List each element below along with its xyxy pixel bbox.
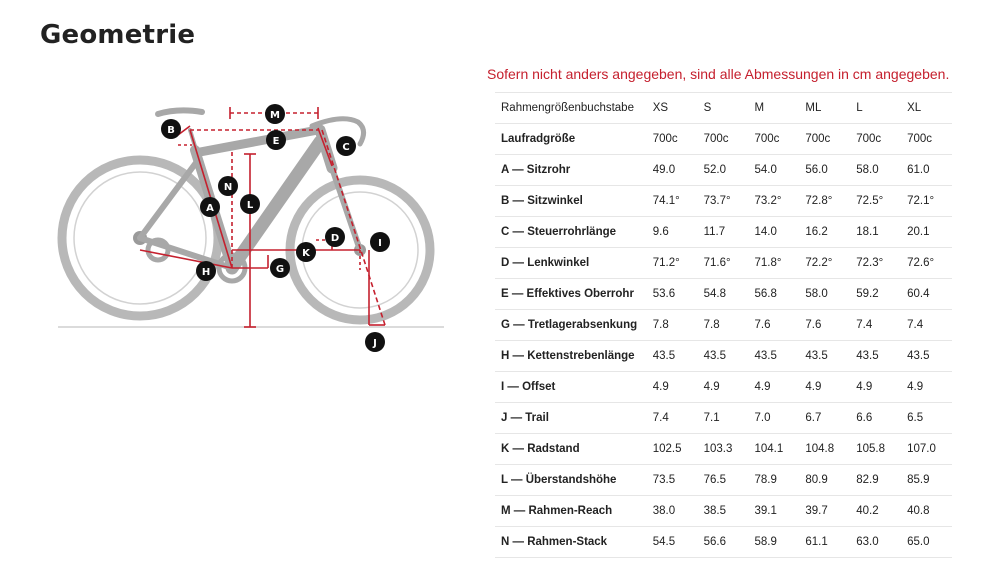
badge-g (270, 258, 290, 278)
table-cell: 4.9 (647, 372, 698, 403)
table-cell: 71.6° (698, 248, 749, 279)
svg-text:I: I (378, 238, 382, 249)
svg-text:A: A (206, 203, 214, 214)
table-cell: 72.1° (901, 186, 952, 217)
table-cell: 4.9 (850, 372, 901, 403)
row-label: D — Lenkwinkel (495, 248, 647, 279)
row-label: C — Steuerrohrlänge (495, 217, 647, 248)
table-row (495, 403, 952, 434)
table-row (495, 279, 952, 310)
svg-text:H: H (201, 267, 211, 278)
svg-text:K: K (302, 248, 310, 259)
table-cell: 104.1 (748, 434, 799, 465)
svg-text:J: J (373, 338, 377, 349)
table-cell: 105.8 (850, 434, 901, 465)
table-cell: 6.5 (901, 403, 952, 434)
size-header: XL (901, 93, 952, 124)
table-row (495, 341, 952, 372)
row-label: H — Kettenstrebenlänge (495, 341, 647, 372)
table-cell: 76.5 (698, 465, 749, 496)
svg-text:D: D (330, 233, 340, 244)
table-cell: 38.5 (698, 496, 749, 527)
svg-text:E: E (272, 136, 280, 147)
table-row (495, 372, 952, 403)
table-cell: 78.9 (748, 465, 799, 496)
table-cell: 54.5 (647, 527, 698, 558)
table-row (495, 186, 952, 217)
badge-m (265, 104, 285, 124)
badge-j (365, 332, 385, 352)
table-cell: 11.7 (698, 217, 749, 248)
table-row (495, 124, 952, 155)
table-cell: 7.6 (748, 310, 799, 341)
size-header: S (698, 93, 749, 124)
row-label: I — Offset (495, 372, 647, 403)
badge-b (161, 119, 181, 139)
table-cell: 80.9 (799, 465, 850, 496)
table-cell: 700c (850, 124, 901, 155)
table-cell: 71.2° (647, 248, 698, 279)
table-cell: 104.8 (799, 434, 850, 465)
row-label: N — Rahmen-Stack (495, 527, 647, 558)
table-cell: 56.6 (698, 527, 749, 558)
row-label: L — Überstandshöhe (495, 465, 647, 496)
table-cell: 73.2° (748, 186, 799, 217)
table-cell: 43.5 (647, 341, 698, 372)
table-cell: 58.0 (799, 279, 850, 310)
badge-a (200, 197, 220, 217)
table-cell: 40.2 (850, 496, 901, 527)
table-cell: 6.7 (799, 403, 850, 434)
table-header-row (495, 93, 952, 124)
table-cell: 43.5 (748, 341, 799, 372)
table-cell: 700c (799, 124, 850, 155)
table-cell: 700c (647, 124, 698, 155)
svg-text:B: B (167, 125, 175, 136)
svg-text:G: G (275, 264, 285, 275)
table-cell: 4.9 (799, 372, 850, 403)
table-cell: 65.0 (901, 527, 952, 558)
badge-n (218, 176, 238, 196)
badge-l (240, 194, 260, 214)
table-cell: 7.0 (748, 403, 799, 434)
table-cell: 58.0 (850, 155, 901, 186)
table-cell: 54.0 (748, 155, 799, 186)
units-note: Sofern nicht anders angegeben, sind alle Abmessungen in cm angegeben. (487, 66, 950, 82)
badge-k (296, 242, 316, 262)
table-row (495, 496, 952, 527)
table-cell: 59.2 (850, 279, 901, 310)
table-cell: 52.0 (698, 155, 749, 186)
size-header: L (850, 93, 901, 124)
table-cell: 43.5 (799, 341, 850, 372)
table-cell: 14.0 (748, 217, 799, 248)
table-cell: 74.1° (647, 186, 698, 217)
row-label: J — Trail (495, 403, 647, 434)
table-cell: 43.5 (850, 341, 901, 372)
page-title: Geometrie (40, 20, 196, 50)
size-header: XS (647, 93, 698, 124)
size-header: ML (799, 93, 850, 124)
table-cell: 72.8° (799, 186, 850, 217)
header-label: Rahmengrößenbuchstabe (495, 93, 647, 124)
badge-c (336, 136, 356, 156)
row-label: G — Tretlagerabsenkung (495, 310, 647, 341)
size-header: M (748, 93, 799, 124)
table-cell: 4.9 (748, 372, 799, 403)
badge-e (266, 130, 286, 150)
table-cell: 72.5° (850, 186, 901, 217)
table-cell: 103.3 (698, 434, 749, 465)
table-cell: 61.0 (901, 155, 952, 186)
table-cell: 20.1 (901, 217, 952, 248)
badge-h (196, 261, 216, 281)
table-cell: 71.8° (748, 248, 799, 279)
table-cell: 56.8 (748, 279, 799, 310)
table-cell: 700c (748, 124, 799, 155)
table-row (495, 310, 952, 341)
table-cell: 56.0 (799, 155, 850, 186)
table-cell: 53.6 (647, 279, 698, 310)
table-cell: 700c (901, 124, 952, 155)
row-label: Laufradgröße (495, 124, 647, 155)
table-cell: 72.6° (901, 248, 952, 279)
table-cell: 73.7° (698, 186, 749, 217)
svg-text:L: L (246, 200, 254, 211)
table-row (495, 434, 952, 465)
table-cell: 60.4 (901, 279, 952, 310)
svg-text:N: N (223, 182, 233, 193)
table-cell: 4.9 (698, 372, 749, 403)
table-cell: 72.2° (799, 248, 850, 279)
table-cell: 72.3° (850, 248, 901, 279)
table-cell: 43.5 (698, 341, 749, 372)
bike-geometry-diagram (50, 90, 460, 365)
table-cell: 9.6 (647, 217, 698, 248)
table-cell: 39.1 (748, 496, 799, 527)
table-cell: 16.2 (799, 217, 850, 248)
row-label: E — Effektives Oberrohr (495, 279, 647, 310)
table-cell: 7.8 (698, 310, 749, 341)
row-label: B — Sitzwinkel (495, 186, 647, 217)
table-cell: 73.5 (647, 465, 698, 496)
geometry-table (495, 92, 952, 558)
table-cell: 39.7 (799, 496, 850, 527)
table-cell: 54.8 (698, 279, 749, 310)
table-cell: 107.0 (901, 434, 952, 465)
table-cell: 18.1 (850, 217, 901, 248)
table-cell: 700c (698, 124, 749, 155)
table-cell: 6.6 (850, 403, 901, 434)
table-row (495, 217, 952, 248)
table-cell: 4.9 (901, 372, 952, 403)
table-cell: 7.4 (850, 310, 901, 341)
badge-i (370, 232, 390, 252)
table-cell: 58.9 (748, 527, 799, 558)
table-cell: 38.0 (647, 496, 698, 527)
table-cell: 61.1 (799, 527, 850, 558)
table-row (495, 155, 952, 186)
table-row (495, 465, 952, 496)
row-label: A — Sitzrohr (495, 155, 647, 186)
row-label: M — Rahmen-Reach (495, 496, 647, 527)
badge-d (325, 227, 345, 247)
geometry-table-body (495, 93, 952, 558)
table-cell: 82.9 (850, 465, 901, 496)
table-cell: 85.9 (901, 465, 952, 496)
table-cell: 49.0 (647, 155, 698, 186)
table-cell: 43.5 (901, 341, 952, 372)
table-cell: 7.4 (647, 403, 698, 434)
svg-text:M: M (270, 110, 280, 121)
table-cell: 102.5 (647, 434, 698, 465)
table-cell: 63.0 (850, 527, 901, 558)
table-cell: 7.1 (698, 403, 749, 434)
row-label: K — Radstand (495, 434, 647, 465)
table-row (495, 248, 952, 279)
table-row (495, 527, 952, 558)
table-cell: 7.8 (647, 310, 698, 341)
table-cell: 7.6 (799, 310, 850, 341)
table-cell: 7.4 (901, 310, 952, 341)
svg-text:C: C (342, 142, 350, 153)
table-cell: 40.8 (901, 496, 952, 527)
